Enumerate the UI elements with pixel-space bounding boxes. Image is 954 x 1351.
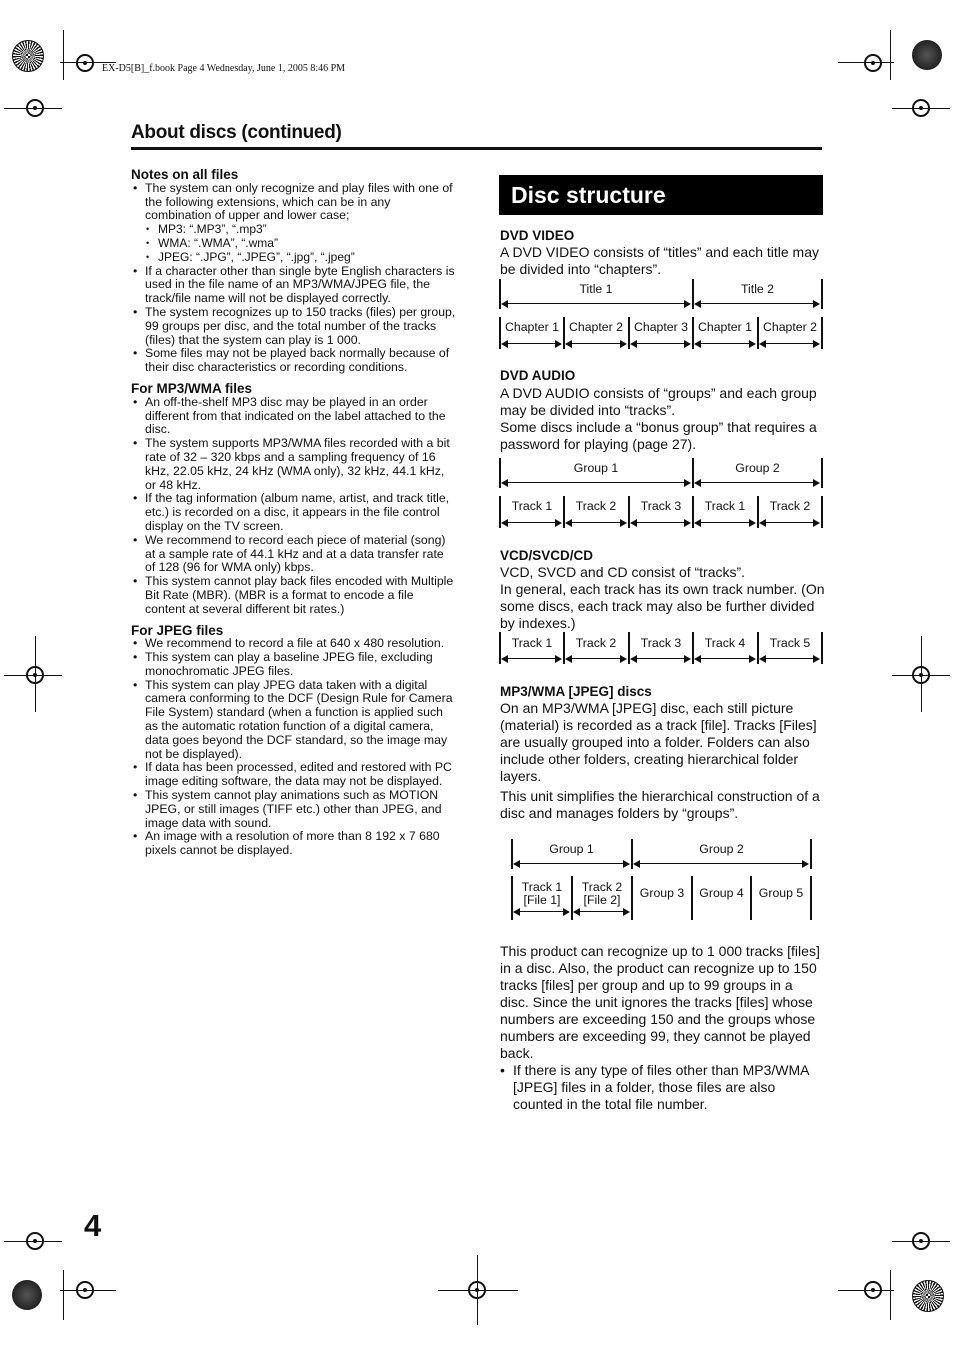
book-header: EX-D5[B]_f.book Page 4 Wednesday, June 1, 2005 8:46 PM: [102, 63, 346, 74]
crop-line: [477, 1255, 478, 1325]
list-item: • An off-the-shelf MP3 disc may be played in an order different from that indicated on the label attached to the disc.: [131, 396, 456, 437]
divider-bar: [810, 839, 812, 869]
crop-line: [4, 675, 62, 676]
span-arrow: [565, 337, 627, 351]
divider-bar: [821, 458, 823, 488]
left-column: [131, 168, 456, 858]
color-target-icon: [912, 1280, 944, 1312]
file-label-line: [File 2]: [583, 893, 621, 907]
span-arrow: [501, 652, 562, 666]
span-arrow: [694, 337, 756, 351]
mp3-discs-heading: MP3/WMA [JPEG] discs: [500, 684, 652, 699]
group-label: Group 4: [699, 886, 744, 900]
color-target-icon: [912, 40, 942, 70]
list-item: • This system can play a baseline JPEG file, excluding monochromatic JPEG files.: [131, 651, 456, 679]
group-label: Group 3: [639, 886, 685, 900]
color-target-icon: [12, 40, 44, 72]
crop-line: [4, 108, 62, 109]
span-arrow: [759, 516, 820, 530]
track-label: Track 1: [511, 499, 553, 513]
span-arrow: [759, 337, 820, 351]
title-label: Title 1: [579, 282, 613, 296]
span-arrow: [694, 297, 820, 311]
span-arrow: [759, 652, 820, 666]
file-label-line: [File 1]: [523, 893, 561, 907]
track-label: Track 5: [769, 636, 811, 650]
bullet-icon: •: [500, 1062, 505, 1078]
registration-mark-icon: [862, 52, 884, 74]
list-item: • The system supports MP3/WMA files recorded with a bit rate of 32 – 320 kbps and a sampling frequency of 16 kHz, 22.05 kHz, 24 kHz (WMA only), 32 kHz, 44.1 kHz, or 48 kHz.: [131, 437, 456, 492]
crop-line: [892, 108, 950, 109]
list-item: • WMA: “.WMA”, “.wma”: [131, 237, 456, 251]
list-item: • This system cannot play animations such as MOTION JPEG, or still images (TIFF etc.) other than JPEG, and image data with sound.: [131, 789, 456, 830]
registration-mark-icon: [74, 52, 96, 74]
crop-line: [438, 1290, 518, 1291]
page-number: 4: [84, 1208, 102, 1243]
track-label: Track 2: [575, 636, 617, 650]
list-item: • This system can play JPEG data taken with a digital camera conforming to the DCF (Design Rule for Camera File System) standard (when a function is applied such as the automatic rotation function of a digital camera, data goes beyond the DCF standard, so the image may not be displayed).: [131, 679, 456, 762]
mp3-diagram: [511, 839, 813, 921]
chapter-label: Chapter 2: [762, 320, 817, 334]
list-item: • If the tag information (album name, artist, and track title, etc.) is recorded on a disc, it appears in the file control display on the TV screen.: [131, 492, 456, 533]
track-label: Track 1: [511, 636, 553, 650]
span-arrow: [501, 516, 562, 530]
chapter-label: Chapter 2: [568, 320, 623, 334]
span-arrow: [501, 476, 691, 490]
crop-line: [4, 1241, 62, 1242]
mp3-discs-groups-text: This unit simplifies the hierarchical construction of a disc and manages folders by “groups”.: [500, 788, 820, 821]
track-label: Track 3: [640, 636, 682, 650]
mp3wma-list: [131, 396, 456, 617]
color-target-icon: [12, 1280, 42, 1310]
dvd-video-diagram: [499, 279, 824, 351]
track-label: Track 1: [704, 499, 746, 513]
track-label: Track 3: [640, 499, 682, 513]
mp3-discs-text: On an MP3/WMA [JPEG] disc, each still picture (material) is recorded as a track [file]. Tracks [Files] are usually grouped into a folder. Folders can also include other folders, creating hierarchical folder layers.: [500, 700, 817, 784]
span-arrow: [630, 337, 691, 351]
span-arrow: [573, 905, 630, 919]
bullet-text: If there is any type of files other than MP3/WMA [JPEG] files in a folder, those files are also counted in the total file number.: [513, 1062, 809, 1112]
list-item: • If a character other than single byte English characters is used in the file name of an MP3/WMA/JPEG file, the track/file name will not be displayed correctly.: [131, 265, 456, 306]
group-label: Group 5: [758, 886, 804, 900]
list-item: • MP3: “.MP3”, “.mp3”: [131, 223, 456, 237]
section-title: About discs (continued): [131, 122, 342, 143]
crop-line: [63, 1270, 64, 1320]
notes-all-heading: Notes on all files: [131, 167, 239, 182]
dvd-audio-diagram: [499, 458, 824, 530]
vcd-diagram: [499, 632, 824, 666]
list-item: • We recommend to record each piece of material (song) at a sample rate of 44.1 kHz and at a data transfer rate of 128 (96 for WMA only) kbps.: [131, 534, 456, 575]
track-label: Track 2: [575, 499, 617, 513]
crop-line: [890, 30, 891, 80]
crop-line: [892, 675, 950, 676]
span-arrow: [633, 857, 809, 871]
chapter-label: Chapter 3: [633, 320, 688, 334]
disc-structure-banner: Disc structure: [499, 175, 823, 215]
crop-line: [35, 636, 36, 712]
crop-line: [921, 636, 922, 712]
jpeg-list: [131, 637, 456, 858]
span-arrow: [565, 516, 627, 530]
track-label-line: Track 2: [581, 880, 623, 894]
track-label-line: Track 1: [521, 880, 563, 894]
span-arrow: [630, 516, 691, 530]
group-label: Group 2: [735, 461, 780, 475]
mp3wma-heading: For MP3/WMA files: [131, 380, 253, 396]
section-rule: [131, 147, 822, 150]
list-item: • An image with a resolution of more than 8 192 x 7 680 pixels cannot be displayed.: [131, 830, 456, 858]
span-arrow: [694, 476, 820, 490]
list-item: • Some files may not be played back normally because of their disc characteristics or recording conditions.: [131, 347, 456, 375]
list-item: • JPEG: “.JPG”, “.JPEG”, “.jpg”, “.jpeg”: [131, 251, 456, 265]
mp3-limits-text: This product can recognize up to 1 000 tracks [files] in a disc. Also, the product can recognize up to 150 tracks [files] per group and up to 99 groups in a disc. Since the unit ignores the tracks [files] whose numbers are exceeding 150 and the groups whose numbers are exceeding 99, they cannot be played back.: [500, 943, 820, 1061]
span-arrow: [501, 337, 562, 351]
crop-line: [838, 62, 894, 63]
track-label: [572, 881, 632, 907]
chapter-label: Chapter 1: [697, 320, 752, 334]
dvd-audio-text: A DVD AUDIO consists of “groups” and each group may be divided into “tracks”.: [500, 385, 817, 418]
list-item: • This system cannot play back files encoded with Multiple Bit Rate (MBR). (MBR is a format to encode a file content at several different bit rates.): [131, 575, 456, 616]
vcd-heading: VCD/SVCD/CD: [500, 548, 594, 563]
divider-bar: [821, 279, 823, 309]
crop-line: [63, 30, 64, 80]
span-arrow: [513, 857, 630, 871]
dvd-audio-heading: DVD AUDIO: [500, 368, 576, 383]
track-label: Track 4: [704, 636, 746, 650]
group-label: Group 1: [573, 461, 619, 475]
list-item: • We recommend to record a file at 640 x 480 resolution.: [131, 637, 456, 651]
crop-line: [892, 1241, 950, 1242]
crop-line: [838, 1290, 894, 1291]
span-arrow: [565, 652, 627, 666]
vcd-text-tracks: In general, each track has its own track number. (On some discs, each track may also be further divided by indexes.): [500, 581, 825, 631]
span-arrow: [694, 516, 756, 530]
span-arrow: [513, 905, 570, 919]
track-label: [512, 881, 572, 907]
group-label: Group 1: [549, 842, 594, 856]
vcd-text: VCD, SVCD and CD consist of “tracks”.: [500, 564, 746, 580]
list-item: • The system recognizes up to 150 tracks (files) per group, 99 groups per disc, and the total number of the tracks (files) that the system can play is 1 000.: [131, 306, 456, 347]
dvd-audio-text-bonus: Some discs include a “bonus group” that requires a password for playing (page 27).: [500, 419, 817, 452]
span-arrow: [694, 652, 756, 666]
list-item: • If data has been processed, edited and restored with PC image editing software, the data may not be displayed.: [131, 761, 456, 789]
dvd-video-text: A DVD VIDEO consists of “titles” and each title may be divided into “chapters”.: [500, 244, 820, 277]
list-item: • The system can only recognize and play files with one of the following extensions, which can be in any combination of upper and lower case;: [131, 182, 456, 223]
span-arrow: [501, 297, 691, 311]
dvd-video-heading: DVD VIDEO: [500, 228, 575, 243]
title-label: Title 2: [740, 282, 775, 296]
crop-line: [890, 1270, 891, 1320]
group-label: Group 2: [699, 842, 744, 856]
chapter-label: Chapter 1: [504, 320, 559, 334]
jpeg-heading: For JPEG files: [131, 622, 224, 638]
mp3-limits-bullet: [500, 1062, 825, 1113]
span-arrow: [630, 652, 691, 666]
notes-all-list: [131, 182, 456, 375]
track-label: Track 2: [769, 499, 811, 513]
crop-line: [60, 1290, 116, 1291]
